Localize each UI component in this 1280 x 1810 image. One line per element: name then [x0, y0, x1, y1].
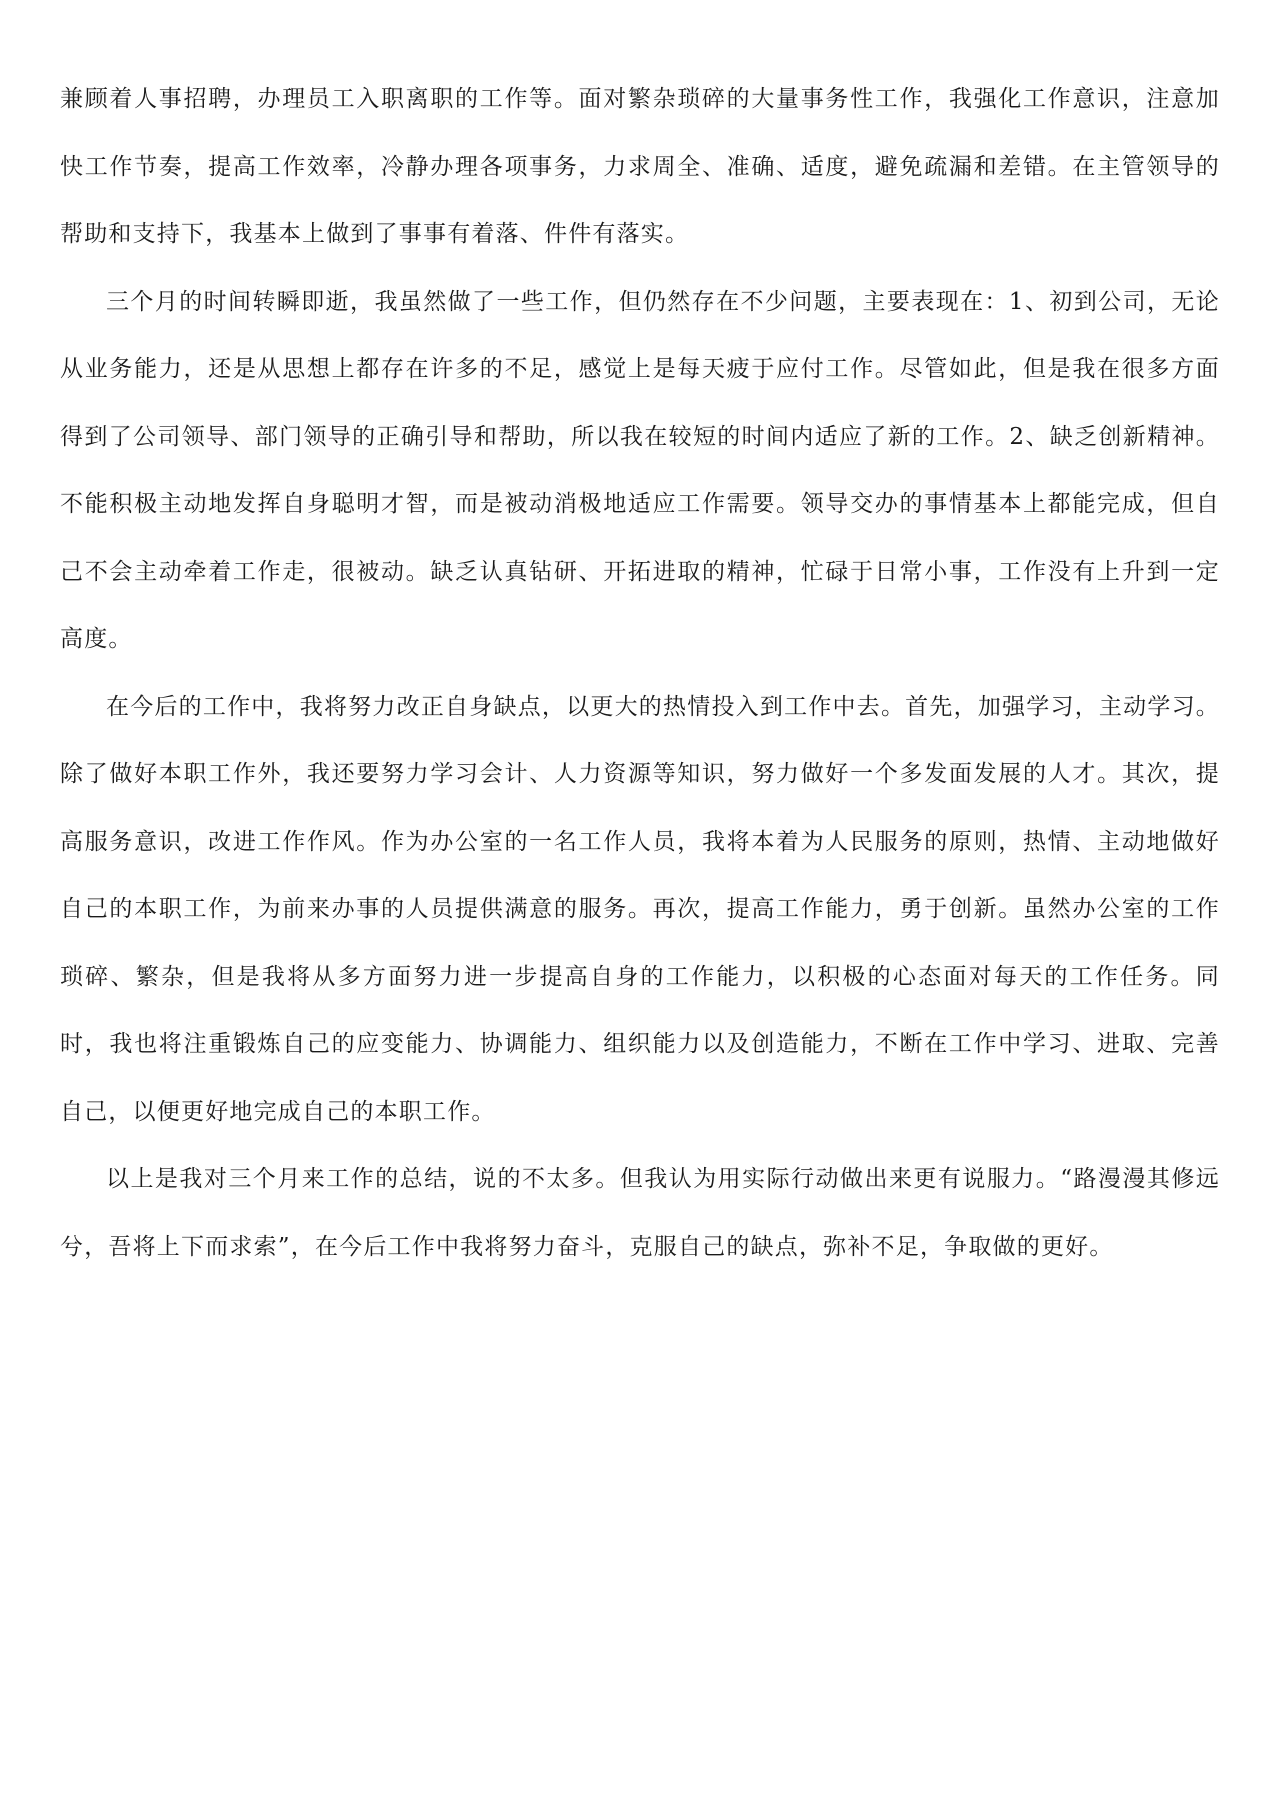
paragraph-problems: 三个月的时间转瞬即逝，我虽然做了一些工作，但仍然存在不少问题，主要表现在：1、初到公司，无论从业务能力，还是从思想上都存在许多的不足，感觉上是每天疲于应付工作。尽管如此，但是我在很多方面得到了公司领导、部门领导的正确引导和帮助，所以我在较短的时间内适应了新的工作。2、缺乏创新精神。不能积极主动地发挥自身聪明才智，而是被动消极地适应工作需要。领导交办的事情基本上都能完成，但自己不会主动牵着工作走，很被动。缺乏认真钻研、开拓进取的精神，忙碌于日常小事，工作没有上升到一定高度。 — [60, 288, 1220, 652]
document-page — [60, 66, 1220, 1281]
paragraph-improvements: 在今后的工作中，我将努力改正自身缺点，以更大的热情投入到工作中去。首先，加强学习，主动学习。除了做好本职工作外，我还要努力学习会计、人力资源等知识，努力做好一个多发面发展的人才。其次，提高服务意识，改进工作作风。作为办公室的一名工作人员，我将本着为人民服务的原则，热情、主动地做好自己的本职工作，为前来办事的人员提供满意的服务。再次，提高工作能力，勇于创新。虽然办公室的工作琐碎、繁杂，但是我将从多方面努力进一步提高自身的工作能力，以积极的心态面对每天的工作任务。同时，我也将注重锻炼自己的应变能力、协调能力、组织能力以及创造能力，不断在工作中学习、进取、完善自己，以便更好地完成自己的本职工作。 — [60, 693, 1220, 1125]
paragraph-continuation: 兼顾着人事招聘，办理员工入职离职的工作等。面对繁杂琐碎的大量事务性工作，我强化工作意识，注意加快工作节奏，提高工作效率，冷静办理各项事务，力求周全、准确、适度，避免疏漏和差错。在主管领导的帮助和支持下，我基本上做到了事事有着落、件件有落实。 — [60, 86, 1220, 247]
paragraph-conclusion: 以上是我对三个月来工作的总结，说的不太多。但我认为用实际行动做出来更有说服力。“路漫漫其修远兮，吾将上下而求索”，在今后工作中我将努力奋斗，克服自己的缺点，弥补不足，争取做的更好。 — [60, 1166, 1220, 1260]
